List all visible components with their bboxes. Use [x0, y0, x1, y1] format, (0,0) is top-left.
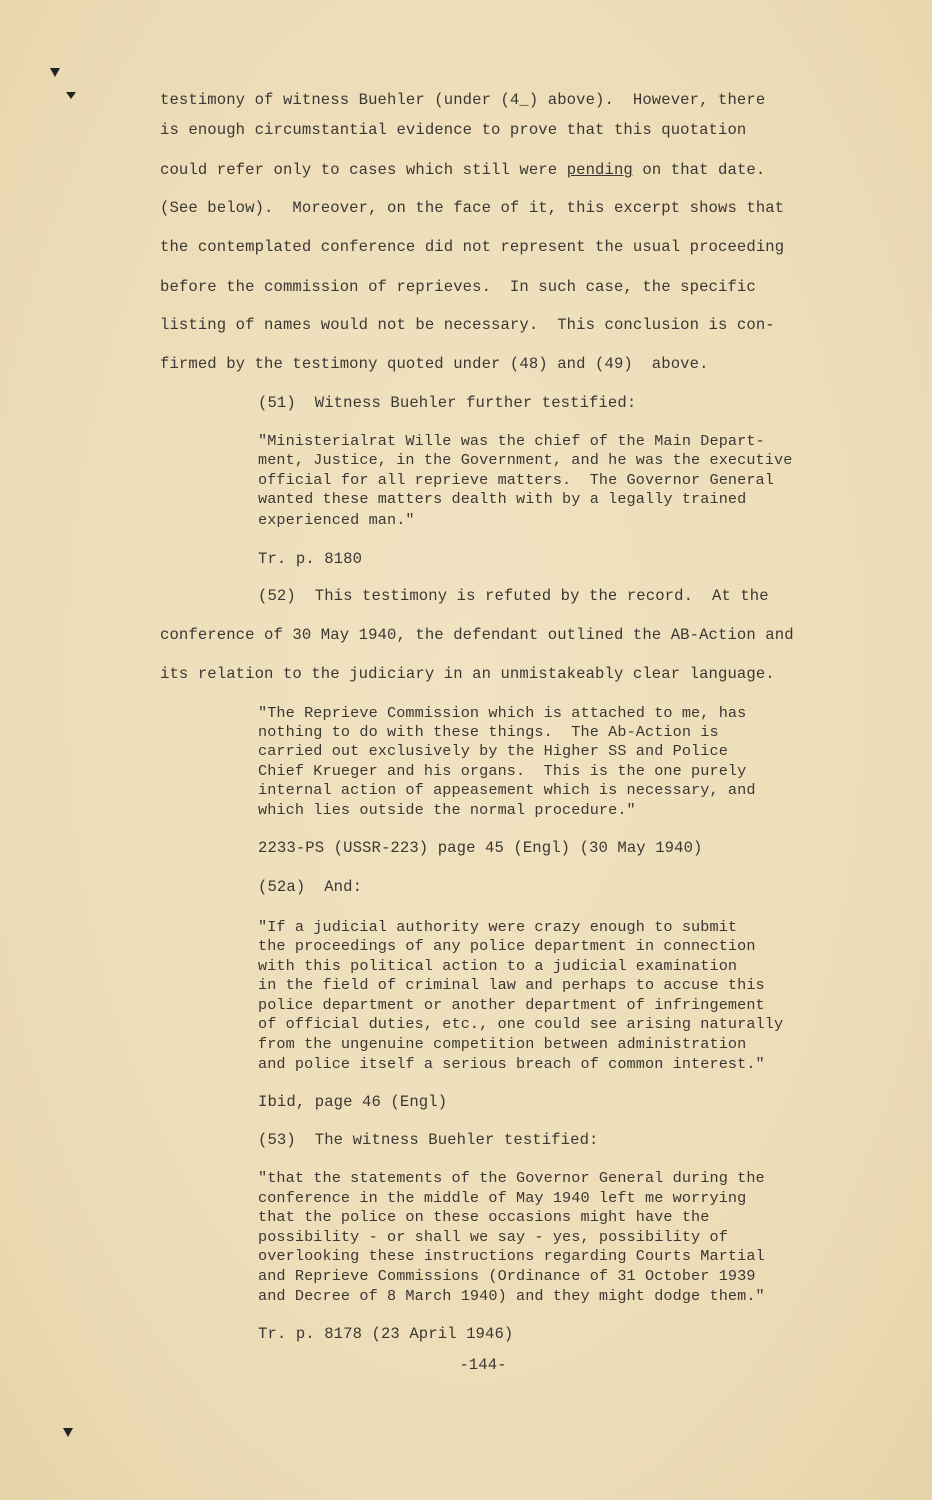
text-line: firmed by the testimony quoted under (48) and (49) above. [160, 355, 709, 373]
quote-line: carried out exclusively by the Higher SS and Police [258, 742, 728, 760]
paragraph-52: (52) This testimony is refuted by the record. At the [258, 587, 769, 605]
page-number: -144- [459, 1356, 507, 1374]
quote-line: and Decree of 8 March 1940) and they might dodge them." [258, 1287, 765, 1305]
binder-hole-mark-icon [50, 68, 60, 77]
text-line: is enough circumstantial evidence to prove that this quotation [160, 121, 747, 139]
text-span: could refer only to cases which still were [160, 161, 567, 179]
text-span: on that date. [632, 161, 766, 179]
quote-line: which lies outside the normal procedure." [258, 801, 636, 819]
paragraph-53: (53) The witness Buehler testified: [258, 1131, 599, 1149]
quote-line: "The Reprieve Commission which is attached to me, has [258, 704, 747, 722]
quote-line: "Ministerialrat Wille was the chief of the Main Depart- [258, 432, 765, 450]
paragraph-52a: (52a) And: [258, 878, 363, 896]
text-line [160, 161, 765, 179]
citation: 2233-PS (USSR-223) page 45 (Engl) (30 May 1940) [258, 839, 703, 857]
quote-line: possibility - or shall we say - yes, possibility of [258, 1228, 728, 1246]
binder-hole-mark-icon [63, 1428, 73, 1437]
quote-line: experienced man." [258, 511, 415, 529]
text-line: testimony of witness Buehler (under (4_) above). However, there [160, 91, 766, 109]
quote-line: that the police on these occasions might have the [258, 1208, 710, 1226]
quote-line: "If a judicial authority were crazy enough to submit [258, 918, 738, 936]
citation: Ibid, page 46 (Engl) [258, 1093, 448, 1111]
quote-line: conference in the middle of May 1940 left me worrying [258, 1189, 747, 1207]
quote-line: in the field of criminal law and perhaps to accuse this [258, 976, 765, 994]
text-line: (See below). Moreover, on the face of it, this excerpt shows that [160, 199, 785, 217]
underlined-word: pending [566, 161, 633, 179]
text-line: conference of 30 May 1940, the defendant outlined the AB-Action and [160, 626, 794, 644]
text-line: its relation to the judiciary in an unmistakeably clear language. [160, 665, 775, 683]
text-line: before the commission of reprieves. In such case, the specific [160, 278, 756, 296]
text-line: the contemplated conference did not represent the usual proceeding [160, 238, 785, 256]
quote-line: and police itself a serious breach of common interest." [258, 1055, 765, 1073]
binder-hole-mark-icon [66, 92, 76, 99]
quote-line: police department or another department of infringement [258, 996, 765, 1014]
quote-line: wanted these matters dealth with by a legally trained [258, 490, 747, 508]
quote-line: official for all reprieve matters. The Governor General [258, 471, 774, 489]
citation: Tr. p. 8178 (23 April 1946) [258, 1325, 514, 1343]
citation: Tr. p. 8180 [258, 550, 363, 568]
paragraph-51: (51) Witness Buehler further testified: [258, 394, 637, 412]
text-line: listing of names would not be necessary. This conclusion is con- [160, 316, 775, 334]
quote-line: with this political action to a judicial examination [258, 957, 738, 975]
quote-line: Chief Krueger and his organs. This is the one purely [258, 762, 747, 780]
quote-line: and Reprieve Commissions (Ordinance of 31 October 1939 [258, 1267, 756, 1285]
quote-line: from the ungenuine competition between administration [258, 1035, 747, 1053]
quote-line: the proceedings of any police department in connection [258, 937, 756, 955]
quote-line: overlooking these instructions regarding Courts Martial [258, 1247, 765, 1265]
quote-line: of official duties, etc., one could see arising naturally [258, 1015, 784, 1033]
quote-line: "that the statements of the Governor General during the [258, 1169, 765, 1187]
quote-line: nothing to do with these things. The Ab-Action is [258, 723, 719, 741]
quote-line: internal action of appeasement which is necessary, and [258, 781, 756, 799]
quote-line: ment, Justice, in the Government, and he was the executive [258, 451, 793, 469]
